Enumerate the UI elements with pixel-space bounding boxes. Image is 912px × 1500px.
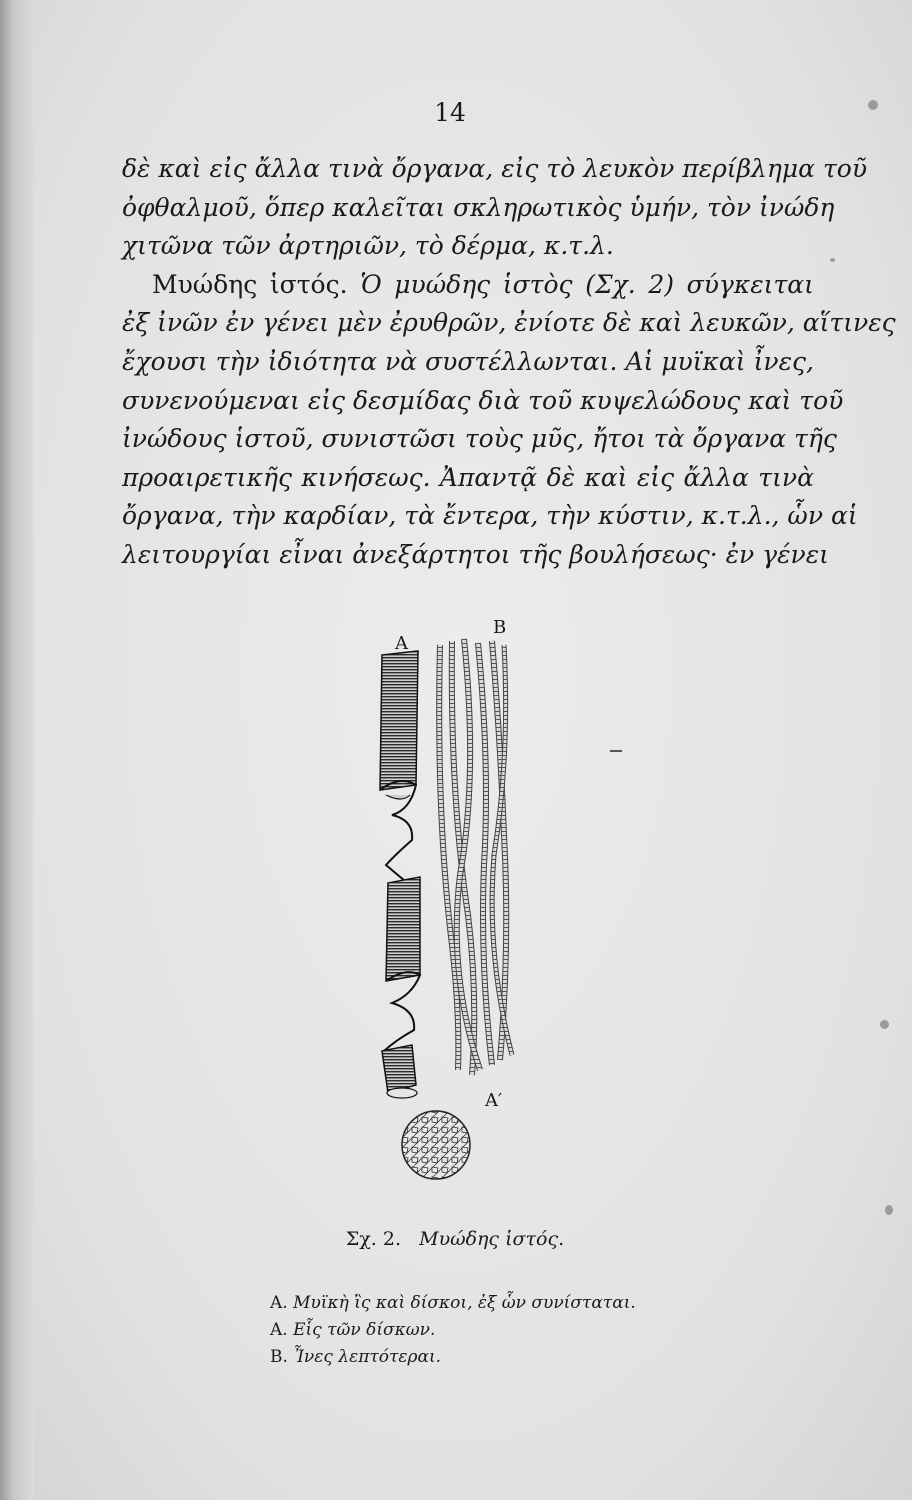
muscle-fiber-a — [380, 651, 420, 1098]
body-text — [122, 150, 896, 575]
muscle-disc — [402, 1111, 470, 1179]
paper-speck — [868, 100, 878, 110]
text-line: ἔχουσι τὴν ἰδιότητα νὰ συστέλλωνται. Αἱ μυϊκαὶ ἶνες, — [122, 346, 814, 376]
legend-item: A. Μυϊκὴ ἲς καὶ δίσκοι, ἐξ ὧν συνίσταται. — [270, 1293, 636, 1313]
book-gutter-shadow — [0, 0, 34, 1500]
legend-item: A. Εἷς τῶν δίσκων. — [270, 1320, 436, 1340]
caption-title: Μυώδης ἱστός. — [419, 1228, 565, 1250]
text-line — [122, 266, 814, 305]
muscle-tissue-figure — [340, 615, 560, 1215]
figure-legend — [270, 1290, 690, 1371]
figure-label-b: B — [493, 617, 507, 638]
paper-speck — [885, 1205, 893, 1215]
caption-number: Σχ. 2. — [345, 1228, 401, 1250]
paragraph-head: Μυώδης ἱστός. — [152, 269, 348, 299]
text-line: ἐξ ἰνῶν ἐν γένει μὲν ἐρυθρῶν, ἐνίοτε δὲ καὶ λευκῶν, αἵτινες — [122, 308, 896, 338]
text-line: λειτουργίαι εἶναι ἀνεξάρτητοι τῆς βουλήσεως· ἐν γένει — [122, 539, 829, 569]
figure-caption — [270, 1228, 640, 1250]
figure-illustration — [340, 615, 560, 1215]
figure-label-a-prime: A′ — [485, 1090, 503, 1111]
text-line-tail: (Σχ. 2) σύγκειται — [585, 269, 814, 299]
muscle-fibers-b — [439, 639, 512, 1075]
paper-speck — [610, 750, 622, 752]
text-line: ὄργανα, τὴν καρδίαν, τὰ ἔντερα, τὴν κύστιν, κ.τ.λ., ὧν αἱ — [122, 501, 858, 531]
text-line: χιτῶνα τῶν ἀρτηριῶν, τὸ δέρμα, κ.τ.λ. — [122, 231, 614, 261]
paper-speck — [880, 1020, 889, 1029]
text-line: συνενούμεναι εἰς δεσμίδας διὰ τοῦ κυψελώδους καὶ τοῦ — [122, 385, 844, 415]
page-number: 14 — [434, 98, 466, 127]
text-line: ἰνώδους ἱστοῦ, συνιστῶσι τοὺς μῦς, ἤτοι τὰ ὄργανα τῆς — [122, 424, 837, 454]
figure-label-a: A — [395, 633, 408, 654]
text-line: ὀφθαλμοῦ, ὅπερ καλεῖται σκληρωτικὸς ὑμήν, τὸν ἰνώδη — [122, 192, 835, 222]
text-line: δὲ καὶ εἰς ἄλλα τινὰ ὄργανα, εἰς τὸ λευκὸν περίβλημα τοῦ — [122, 154, 868, 183]
paper-speck — [830, 258, 835, 262]
text-line: προαιρετικῆς κινήσεως. Ἀπαντᾷ δὲ καὶ εἰς ἄλλα τινὰ — [122, 462, 814, 492]
paragraph-head-rest: Ὁ μυώδης ἱστὸς — [360, 269, 573, 299]
legend-item: B. Ἶνες λεπτότεραι. — [270, 1347, 442, 1367]
